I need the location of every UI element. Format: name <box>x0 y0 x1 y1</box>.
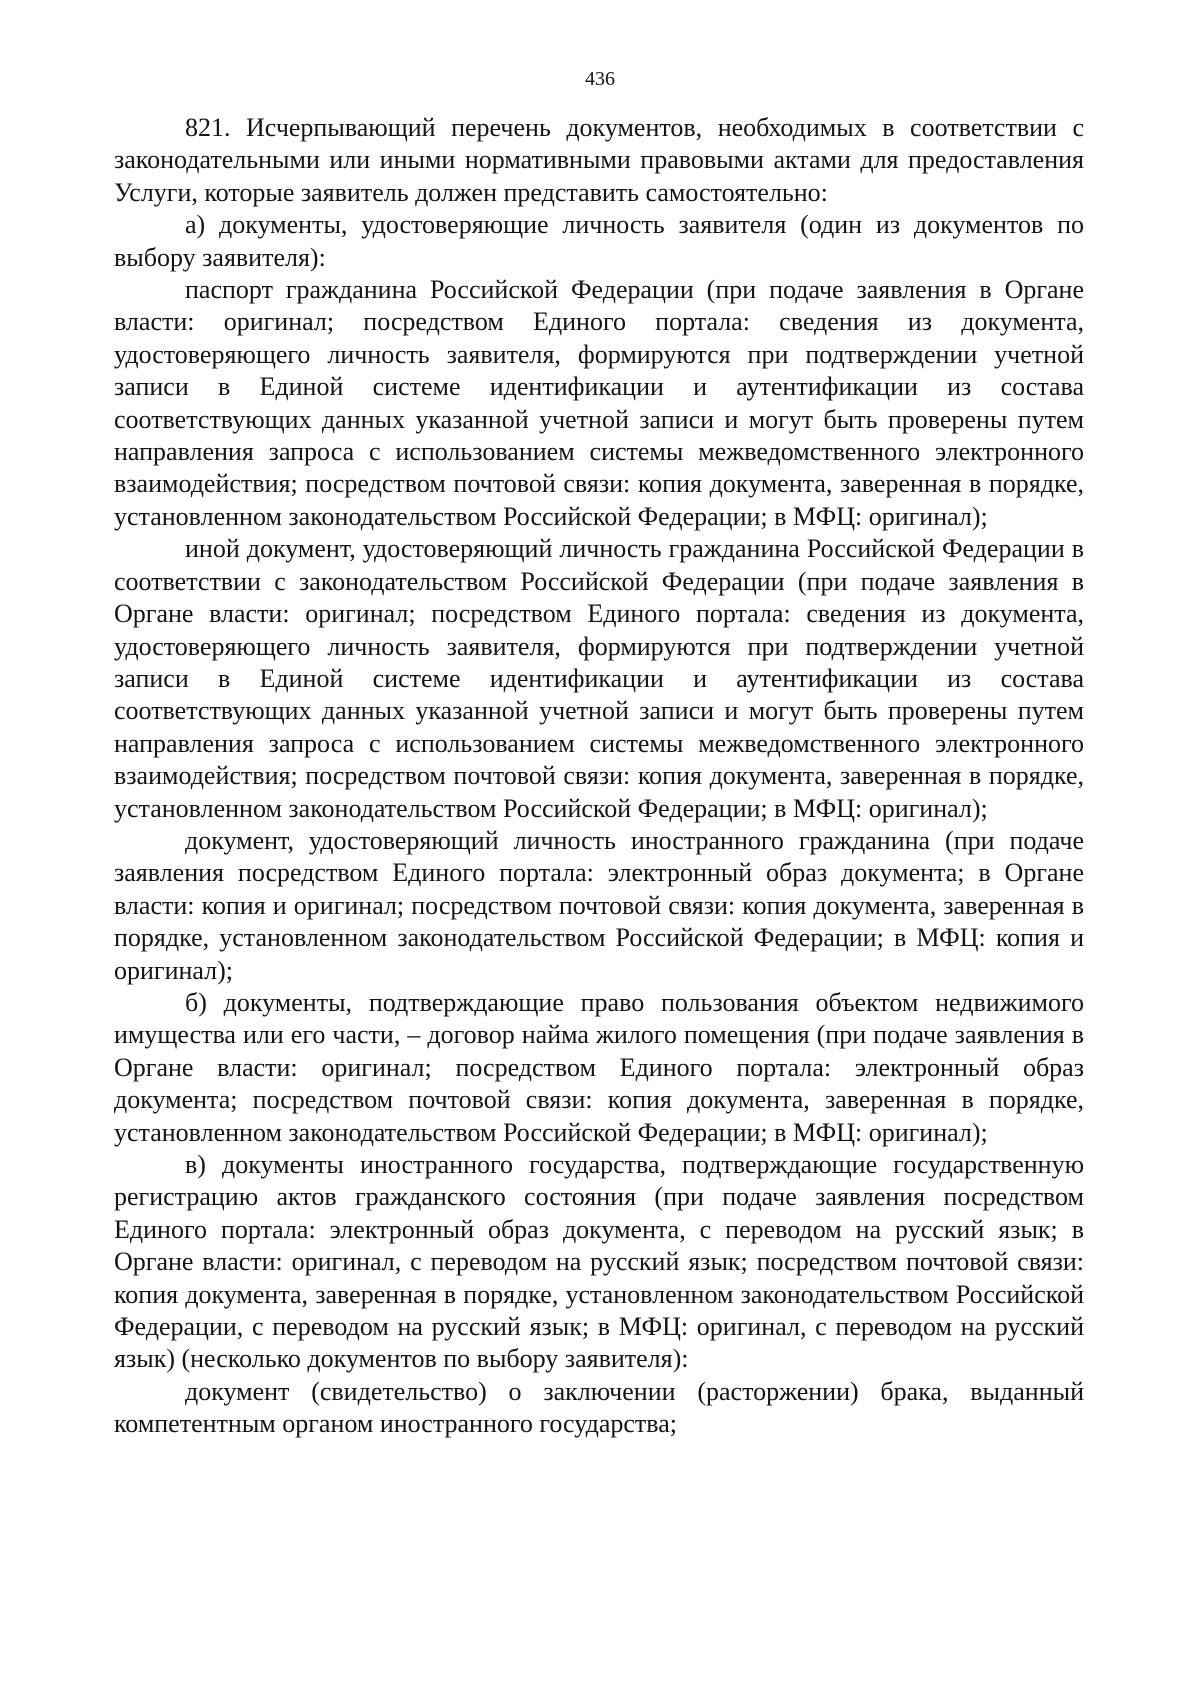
document-body <box>114 112 1084 1441</box>
paragraph-item-b: б) документы, подтверждающие право пользования объектом недвижимого имущества или его части, – договор найма жилого помещения (при подаче заявления в Органе власти: оригинал; посредством Единого портала: электронный образ документа; посредством почтовой связи: копия документа, заверенная в порядке, установленном законодательством Российской Федерации; в МФЦ: оригинал); <box>114 987 1084 1147</box>
paragraph-passport: паспорт гражданина Российской Федерации (при подаче заявления в Органе власти: оригинал; посредством Единого портала: сведения из документа, удостоверяющего личность заявителя, формируются при подтверждении учетной записи в Единой системе идентификации и аутентификации из состава соответствующих данных указанной учетной записи и могут быть проверены путем направления запроса с использованием системы межведомственного электронного взаимодействия; посредством почтовой связи: копия документа, заверенная в порядке, установленном законодательством Российской Федерации; в МФЦ: оригинал); <box>114 275 1084 531</box>
paragraph-item-a: а) документы, удостоверяющие личность заявителя (один из документов по выбору заявителя): <box>114 210 1084 272</box>
paragraph-821-intro: 821. Исчерпывающий перечень документов, необходимых в соответствии с законодательными или иными нормативными правовыми актами для предоставления Услуги, которые заявитель должен представить самостоятельно: <box>114 113 1084 207</box>
paragraph-marriage-certificate: документ (свидетельство) о заключении (расторжении) брака, выданный компетентным органом иностранного государства; <box>114 1376 1084 1439</box>
paragraph-other-id-document: иной документ, удостоверяющий личность гражданина Российской Федерации в соответствии с законодательством Российской Федерации (при подаче заявления в Органе власти: оригинал; посредством Единого портала: сведения из документа, удостоверяющего личность заявителя, формируются при подтверждении учетной записи в Единой системе идентификации и аутентификации из состава соответствующих данных указанной учетной записи и могут быть проверены путем направления запроса с использованием системы межведомственного электронного взаимодействия; посредством почтовой связи: копия документа, заверенная в порядке, установленном законодательством Российской Федерации; в МФЦ: оригинал); <box>114 534 1084 823</box>
paragraph-foreign-citizen-id: документ, удостоверяющий личность иностранного гражданина (при подаче заявления посредством Единого портала: электронный образ документа; в Органе власти: копия и оригинал; посредством почтовой связи: копия документа, заверенная в порядке, установленном законодательством Российской Федерации; в МФЦ: копия и оригинал); <box>114 825 1084 985</box>
page-number: 436 <box>585 68 615 90</box>
paragraph-item-v: в) документы иностранного государства, подтверждающие государственную регистрацию актов гражданского состояния (при подаче заявления посредством Единого портала: электронный образ документа, с переводом на русский язык; в Органе власти: оригинал, с переводом на русский язык; посредством почтовой связи: копия документа, заверенная в порядке, установленном законодательством Российской Федерации, с переводом на русский язык; в МФЦ: оригинал, с переводом на русский язык) (несколько документов по выбору заявителя): <box>114 1150 1084 1374</box>
